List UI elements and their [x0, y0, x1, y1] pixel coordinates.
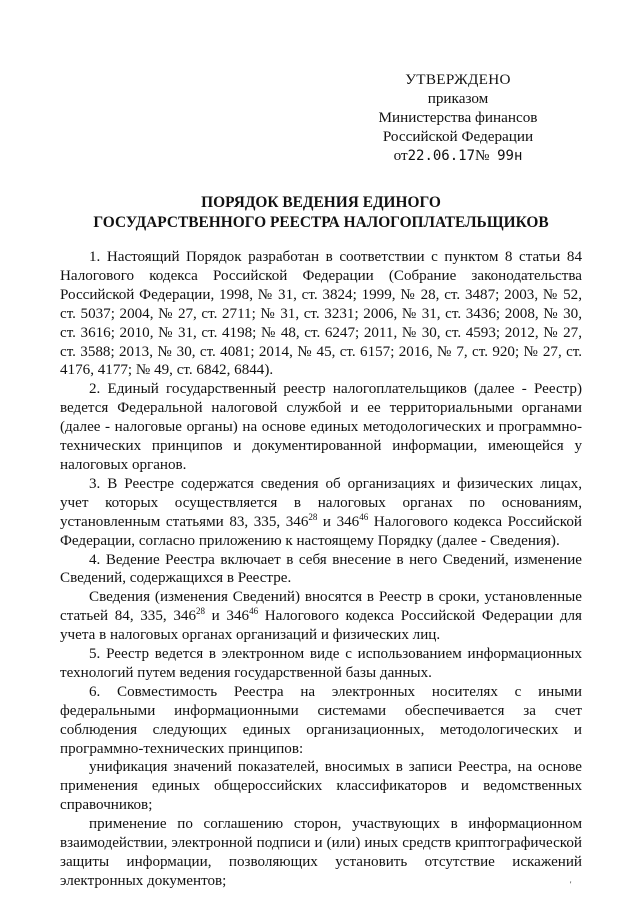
- order-number: 99н: [497, 148, 523, 164]
- paragraph-2: 2. Единый государственный реестр налогоплательщиков (далее - Реестр) ведется Федеральной налоговой службой и ее территориальными органами (далее - налоговые органы) на основе единых методологических и программно-технических принципов и документированной информации, имеющейся у налоговых органов.: [60, 381, 582, 473]
- paragraph-4b-sup-1: 28: [196, 606, 205, 617]
- paragraph-4b-sup-2: 46: [249, 606, 259, 617]
- paragraph-3-sup-1: 28: [308, 511, 318, 522]
- approval-line-country: Российской Федерации: [382, 128, 534, 145]
- paragraph-4b: [60, 588, 582, 645]
- order-number-sign: №: [475, 147, 490, 164]
- paragraph-3: [60, 475, 582, 551]
- approval-line-order: приказом: [427, 90, 489, 107]
- title-line-2: ГОСУДАРСТВЕННОГО РЕЕСТРА НАЛОГОПЛАТЕЛЬЩИКОВ: [93, 214, 549, 231]
- order-prefix: от: [393, 147, 408, 164]
- paragraph-4b-text-a: Сведения (изменения Сведений) вносятся в Реестр в сроки, установленные статьей 84, 335, 346: [60, 589, 582, 625]
- paragraph-3-text-c: Налогового кодекса Российской Федерации, согласно приложению к настоящему Порядку (далее - Сведения).: [60, 513, 582, 549]
- paragraph-5: 5. Реестр ведется в электронном виде с использованием информационных технологий путем ведения государственной базы данных.: [60, 646, 582, 681]
- paragraph-4b-text-b: и 346: [205, 608, 250, 625]
- paragraph-4b-text-c: Налогового кодекса Российской Федерации для учета в налоговых органах организаций и физических лиц.: [60, 608, 582, 644]
- approval-line-ministry: Министерства финансов: [378, 109, 538, 126]
- paragraph-4: 4. Ведение Реестра включает в себя внесение в него Сведений, изменение Сведений, содержащихся в Реестре.: [60, 551, 582, 587]
- title-line-1: ПОРЯДОК ВЕДЕНИЯ ЕДИНОГО: [201, 194, 441, 211]
- document-body: [60, 248, 582, 891]
- page-mark: ': [570, 880, 572, 889]
- document-title: [60, 193, 582, 233]
- paragraph-1: 1. Настоящий Порядок разработан в соответствии с пунктом 8 статьи 84 Налогового кодекса Российской Федерации (Собрание законодательства Российской Федерации, 1998, № 31, ст. 3824; 1999, № 28, ст. 3487; 2003, № 52, ст. 5037; 2004, № 27, ст. 2711; № 31, ст. 3231; 2006, № 31, ст. 3436; 2008, № 30, ст. 3616; 2010, № 31, ст. 4198; № 48, ст. 6247; 2011, № 30, ст. 4593; 2012, № 27, ст. 3588; 2013, № 30, ст. 4081; 2014, № 45, ст. 6157; 2016, № 7, ст. 920; № 27, ст. 4176, 4177; № 49, ст. 6842, 6844).: [60, 249, 582, 379]
- paragraph-6: 6. Совместимость Реестра на электронных носителях с иными федеральными информационными системами обеспечивается за счет соблюдения следующих единых организационных, методологических и программно-технических принципов:: [60, 683, 582, 757]
- paragraph-3-text-a: 3. В Реестре содержатся сведения об организациях и физических лицах, учет которых осуществляется в налоговых органах по основаниям, установленным статьями 83, 335, 346: [60, 475, 582, 530]
- approval-block: [368, 70, 548, 166]
- approval-heading: УТВЕРЖДЕНО: [405, 71, 511, 88]
- paragraph-3-sup-2: 46: [359, 511, 369, 522]
- paragraph-6a: унификация значений показателей, вносимых в записи Реестра, на основе применения единых общероссийских классификаторов и ведомственных справочников;: [60, 759, 582, 814]
- paragraph-3-text-b: и 346: [317, 513, 360, 530]
- approval-order-line: [368, 146, 548, 166]
- paragraph-6b: применение по соглашению сторон, участвующих в информационном взаимодействии, электронной подписи и (или) иных средств криптографической защиты информации, позволяющих установить отсутствие искажений электронных документов;: [60, 816, 582, 889]
- order-date: 22.06.17: [407, 148, 476, 164]
